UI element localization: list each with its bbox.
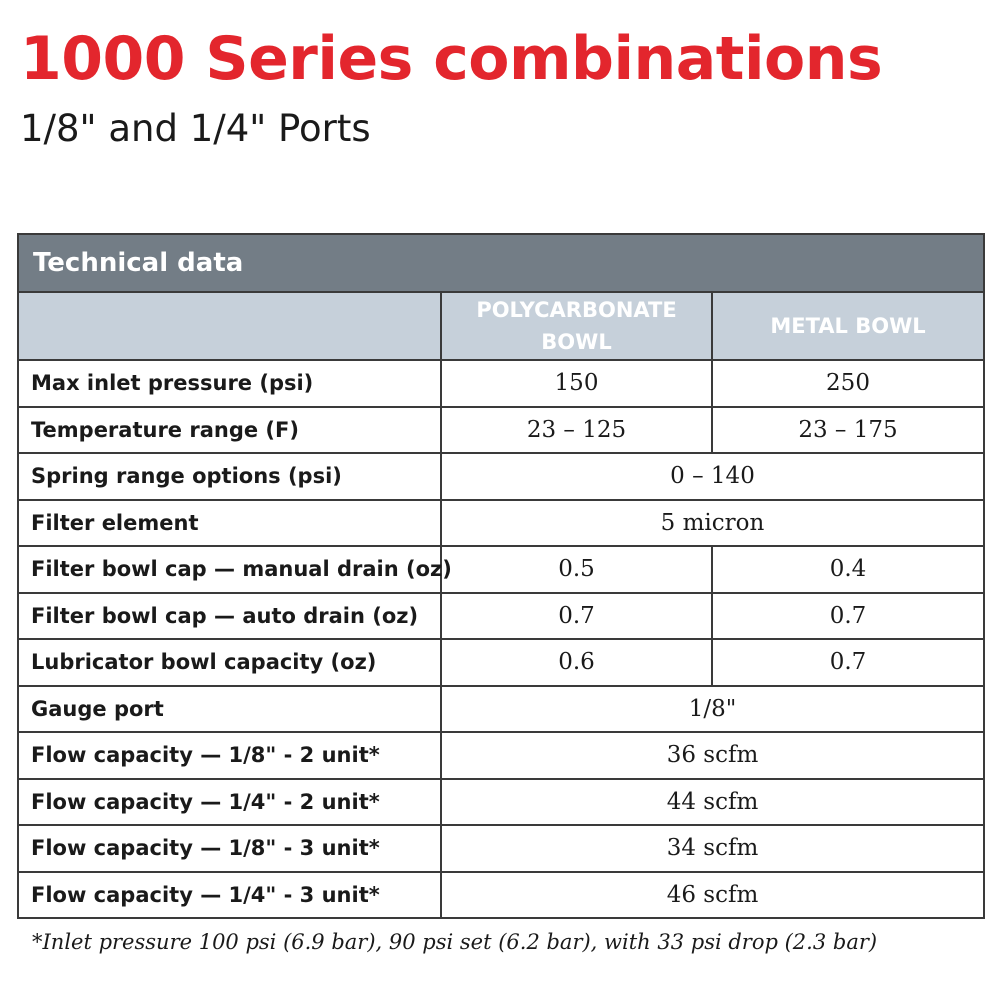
row-label: Temperature range (F)	[18, 407, 441, 454]
table-row	[18, 686, 984, 733]
row-value-shared: 36 scfm	[441, 732, 984, 779]
row-label: Filter element	[18, 500, 441, 547]
row-value-metal: 0.4	[712, 546, 984, 593]
row-value-polycarbonate: 23 – 125	[441, 407, 712, 454]
row-value-shared: 1/8"	[441, 686, 984, 733]
table-row	[18, 872, 984, 919]
row-label: Gauge port	[18, 686, 441, 733]
row-value-shared: 46 scfm	[441, 872, 984, 919]
row-value-polycarbonate: 0.7	[441, 593, 712, 640]
column-header-polycarbonate-bowl: POLYCARBONATE BOWL	[441, 292, 712, 360]
row-value-metal: 23 – 175	[712, 407, 984, 454]
header-blank-cell	[18, 292, 441, 360]
row-value-metal: 0.7	[712, 639, 984, 686]
table-row	[18, 825, 984, 872]
table-row	[18, 593, 984, 640]
row-value-metal: 250	[712, 360, 984, 407]
table-row	[18, 779, 984, 826]
row-value-shared: 34 scfm	[441, 825, 984, 872]
row-label: Flow capacity — 1/4" - 3 unit*	[18, 872, 441, 919]
table-row	[18, 732, 984, 779]
row-label: Flow capacity — 1/4" - 2 unit*	[18, 779, 441, 826]
row-label: Filter bowl cap — auto drain (oz)	[18, 593, 441, 640]
table-caption: Technical data	[18, 234, 984, 292]
row-value-polycarbonate: 150	[441, 360, 712, 407]
column-header-metal-bowl: METAL BOWL	[712, 292, 984, 360]
footnote: *Inlet pressure 100 psi (6.9 bar), 90 psi set (6.2 bar), with 33 psi drop (2.3 bar)	[32, 930, 878, 954]
row-label: Max inlet pressure (psi)	[18, 360, 441, 407]
row-value-shared: 5 micron	[441, 500, 984, 547]
table-row	[18, 407, 984, 454]
table-row	[18, 500, 984, 547]
row-label: Spring range options (psi)	[18, 453, 441, 500]
table-row	[18, 360, 984, 407]
row-label: Flow capacity — 1/8" - 2 unit*	[18, 732, 441, 779]
technical-data-table	[17, 233, 985, 919]
row-value-polycarbonate: 0.5	[441, 546, 712, 593]
page-title: 1000 Series combinations	[20, 24, 883, 94]
table-row	[18, 453, 984, 500]
row-label: Lubricator bowl capacity (oz)	[18, 639, 441, 686]
table-row	[18, 639, 984, 686]
row-value-shared: 44 scfm	[441, 779, 984, 826]
row-value-metal: 0.7	[712, 593, 984, 640]
row-label: Flow capacity — 1/8" - 3 unit*	[18, 825, 441, 872]
page-subtitle: 1/8" and 1/4" Ports	[20, 107, 371, 150]
table-row	[18, 546, 984, 593]
row-value-shared: 0 – 140	[441, 453, 984, 500]
row-value-polycarbonate: 0.6	[441, 639, 712, 686]
row-label: Filter bowl cap — manual drain (oz)	[18, 546, 441, 593]
